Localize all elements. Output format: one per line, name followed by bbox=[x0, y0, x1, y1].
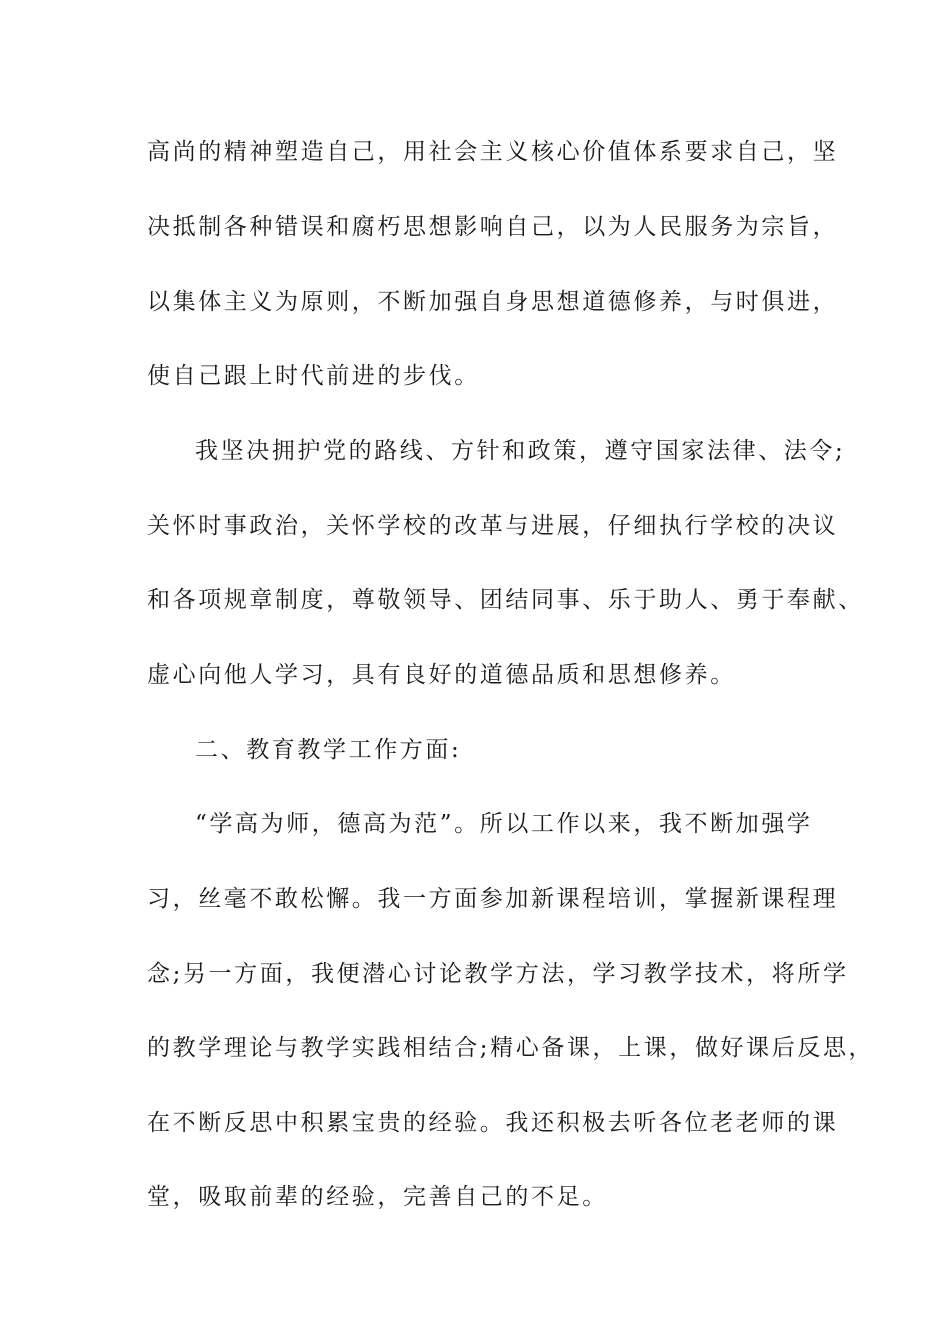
text-line: 决抵制各种错误和腐朽思想影响自己，以为人民服务为宗旨， bbox=[147, 214, 839, 240]
text-line: 虚心向他人学习，具有良好的道德品质和思想修养。 bbox=[147, 662, 736, 688]
text-line: 的教学理论与教学实践相结合;精心备课，上课，做好课后反思， bbox=[147, 1035, 875, 1061]
text-line: 以集体主义为原则，不断加强自身思想道德修养，与时俱进， bbox=[147, 289, 839, 315]
text-line: 习，丝毫不敢松懈。我一方面参加新课程培训，掌握新课程理 bbox=[147, 886, 839, 912]
text-line: 堂，吸取前辈的经验，完善自己的不足。 bbox=[147, 1184, 608, 1210]
text-line: 关怀时事政治，关怀学校的改革与进展，仔细执行学校的决议 bbox=[147, 513, 839, 539]
text-line: 我坚决拥护党的路线、方针和政策，遵守国家法律、法令; bbox=[195, 438, 846, 464]
text-line: 念;另一方面，我便潜心讨论教学方法，学习教学技术，将所学 bbox=[147, 961, 849, 987]
text-line: 在不断反思中积累宝贵的经验。我还积极去听各位老老师的课 bbox=[147, 1110, 839, 1136]
text-line: 高尚的精神塑造自己，用社会主义核心价值体系要求自己，坚 bbox=[147, 139, 839, 165]
text-line: “学高为师，德高为范”。所以工作以来，我不断加强学 bbox=[195, 811, 813, 837]
section-heading: 二、教育教学工作方面: bbox=[195, 737, 462, 763]
text-line: 使自己跟上时代前进的步伐。 bbox=[147, 363, 480, 389]
text-line: 和各项规章制度，尊敬领导、团结同事、乐于助人、勇于奉献、 bbox=[147, 587, 864, 613]
